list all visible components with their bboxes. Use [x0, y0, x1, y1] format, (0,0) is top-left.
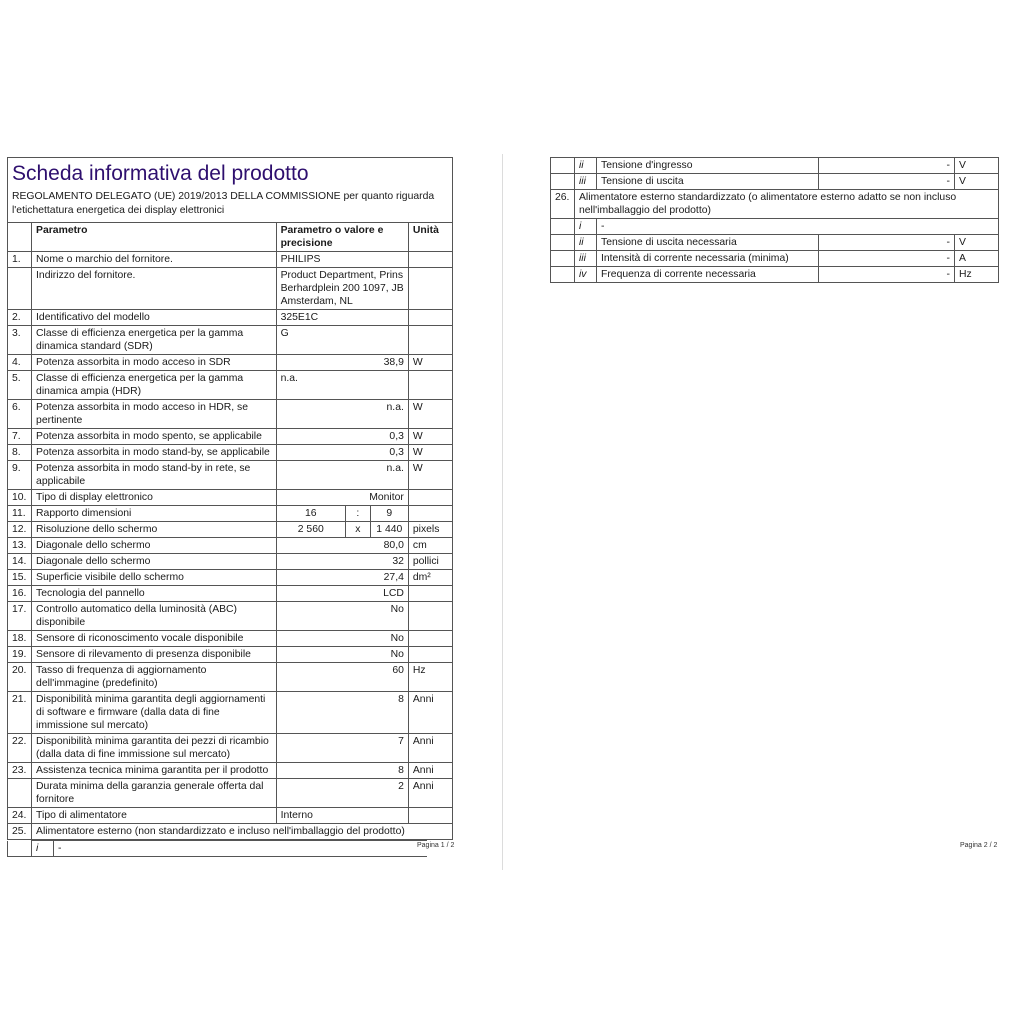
- row-label: Disponibilità minima garantita dei pezzi di ricambio (dalla data di fine immissione sul mercato): [32, 734, 277, 763]
- row-label: Tipo di display elettronico: [32, 490, 277, 506]
- row-value: 80,0: [276, 538, 408, 554]
- row-label: Diagonale dello schermo: [32, 538, 277, 554]
- row-value: LCD: [276, 586, 408, 602]
- row-value: -: [819, 235, 955, 251]
- row-value: 0,3: [276, 445, 408, 461]
- row-number: 5.: [8, 371, 32, 400]
- row-label: Classe di efficienza energetica per la gamma dinamica standard (SDR): [32, 326, 277, 355]
- table-row: [8, 554, 453, 570]
- resolution-separator: x: [345, 522, 370, 537]
- table-row: [8, 268, 453, 310]
- row-number: 3.: [8, 326, 32, 355]
- resolution-height: 1 440: [376, 524, 403, 535]
- row-label: Potenza assorbita in modo stand-by in rete, se applicabile: [32, 461, 277, 490]
- row-label: Controllo automatico della luminosità (ABC) disponibile: [32, 602, 277, 631]
- row-value: n.a.: [276, 461, 408, 490]
- resolution-subtable: [277, 522, 408, 537]
- row-number: 1.: [8, 252, 32, 268]
- table-row: [8, 538, 453, 554]
- row-number: 14.: [8, 554, 32, 570]
- table-row: [8, 490, 453, 506]
- row-label: Identificativo del modello: [32, 310, 277, 326]
- header-num: [8, 223, 32, 252]
- row-number: 2.: [8, 310, 32, 326]
- row-number: [551, 267, 575, 283]
- resolution-width: 2 560: [277, 522, 346, 537]
- table-row: [8, 445, 453, 461]
- row-unit: [408, 252, 452, 268]
- ratio-height: 9: [386, 508, 393, 519]
- table-row: [8, 400, 453, 429]
- row-unit: [408, 602, 452, 631]
- row-value: 38,9: [276, 355, 408, 371]
- table-row: [551, 190, 999, 219]
- ratio-subtable: [277, 506, 408, 521]
- row-value: No: [276, 647, 408, 663]
- row-unit: cm: [408, 538, 452, 554]
- row-number: 9.: [8, 461, 32, 490]
- row-label: Tensione di uscita: [597, 174, 819, 190]
- table-row: [8, 824, 453, 840]
- row-label: -: [597, 219, 999, 235]
- row-unit: Hz: [408, 663, 452, 692]
- row-label: Assistenza tecnica minima garantita per il prodotto: [32, 763, 277, 779]
- row-unit: V: [955, 174, 999, 190]
- row-number: [8, 268, 32, 310]
- ratio-width: 16: [277, 506, 346, 521]
- table-row: [8, 647, 453, 663]
- row-value: 60: [276, 663, 408, 692]
- table-row: [8, 602, 453, 631]
- row-label: Disponibilità minima garantita degli aggiornamenti di software e firmware (dalla data di fine immissione sul mercato): [32, 692, 277, 734]
- row-value: -: [819, 174, 955, 190]
- row-number: 19.: [8, 647, 32, 663]
- row-unit: [408, 631, 452, 647]
- row-number: [551, 174, 575, 190]
- row-number: 11.: [8, 506, 32, 522]
- row-unit: [408, 586, 452, 602]
- row-number: 7.: [8, 429, 32, 445]
- row-unit: Anni: [408, 779, 452, 808]
- table-row: [551, 174, 999, 190]
- row-number: [551, 251, 575, 267]
- row-number: 21.: [8, 692, 32, 734]
- row-unit: pollici: [408, 554, 452, 570]
- row-unit: [408, 326, 452, 355]
- row-unit: Anni: [408, 692, 452, 734]
- row-value: 7: [276, 734, 408, 763]
- row-unit: W: [408, 429, 452, 445]
- row-unit: Hz: [955, 267, 999, 283]
- row-number: 15.: [8, 570, 32, 586]
- table-row: [8, 779, 453, 808]
- table-row: [8, 461, 453, 490]
- row-label: Indirizzo del fornitore.: [32, 268, 277, 310]
- row-label: Tecnologia del pannello: [32, 586, 277, 602]
- row-value: 0,3: [276, 429, 408, 445]
- row-value: -: [819, 267, 955, 283]
- row-value: n.a.: [276, 371, 408, 400]
- row-value: No: [276, 602, 408, 631]
- table-row: [8, 692, 453, 734]
- row-unit: [408, 490, 452, 506]
- ratio-cell: [276, 506, 408, 522]
- row-value: No: [276, 631, 408, 647]
- row-label: Tensione di uscita necessaria: [597, 235, 819, 251]
- row-number: 12.: [8, 522, 32, 538]
- row-value: 8: [276, 692, 408, 734]
- resolution-cell: [276, 522, 408, 538]
- subtable-25: [7, 840, 427, 857]
- row-unit: W: [408, 461, 452, 490]
- row-sub-index: ii: [575, 235, 597, 251]
- row-label: Tipo di alimentatore: [32, 808, 277, 824]
- row-unit: [408, 808, 452, 824]
- row-number: 26.: [551, 190, 575, 219]
- table-row: [551, 251, 999, 267]
- row-unit: [408, 371, 452, 400]
- row-unit: Anni: [408, 763, 452, 779]
- table-row: [551, 235, 999, 251]
- row-sub-index: iv: [575, 267, 597, 283]
- row-value: Monitor: [276, 490, 408, 506]
- row-unit: V: [955, 235, 999, 251]
- row-unit: dm²: [408, 570, 452, 586]
- row-number: [8, 841, 32, 857]
- row-label: Risoluzione dello schermo: [32, 522, 277, 538]
- row-number: 23.: [8, 763, 32, 779]
- row-value: 32: [276, 554, 408, 570]
- document-subtitle: REGOLAMENTO DELEGATO (UE) 2019/2013 DELLA COMMISSIONE per quanto riguarda l'etichettatura energetica dei display elettronici: [12, 191, 435, 216]
- page-number-1: Pagina 1 / 2: [417, 842, 455, 849]
- row-sub-index: i: [575, 219, 597, 235]
- header-param: Parametro: [32, 223, 277, 252]
- table-row: [551, 219, 999, 235]
- row-sub-index: iii: [575, 251, 597, 267]
- row-value: -: [819, 251, 955, 267]
- row-value: G: [276, 326, 408, 355]
- row-label: Superficie visibile dello schermo: [32, 570, 277, 586]
- row-label: Classe di efficienza energetica per la gamma dinamica ampia (HDR): [32, 371, 277, 400]
- row-value: Interno: [276, 808, 408, 824]
- row-number: 10.: [8, 490, 32, 506]
- row-label: Alimentatore esterno (non standardizzato e incluso nell'imballaggio del prodotto): [32, 824, 453, 840]
- row-number: 24.: [8, 808, 32, 824]
- row-label: Alimentatore esterno standardizzato (o alimentatore esterno adatto se non incluso nell'imballaggio del prodotto): [575, 190, 999, 219]
- row-value: -: [819, 158, 955, 174]
- table-row: [8, 808, 453, 824]
- row-label: Potenza assorbita in modo acceso in HDR, se pertinente: [32, 400, 277, 429]
- row-number: 25.: [8, 824, 32, 840]
- row-label: Durata minima della garanzia generale offerta dal fornitore: [32, 779, 277, 808]
- row-number: [551, 158, 575, 174]
- row-unit: [408, 310, 452, 326]
- row-number: 22.: [8, 734, 32, 763]
- row-number: 8.: [8, 445, 32, 461]
- row-number: 4.: [8, 355, 32, 371]
- ratio-separator: :: [345, 506, 370, 521]
- row-label: Diagonale dello schermo: [32, 554, 277, 570]
- row-unit: Anni: [408, 734, 452, 763]
- table-row: [8, 631, 453, 647]
- row-label: -: [54, 841, 428, 857]
- row-label: Potenza assorbita in modo spento, se applicabile: [32, 429, 277, 445]
- row-unit: W: [408, 355, 452, 371]
- header-unit: Unità: [408, 223, 452, 252]
- table-row: [8, 586, 453, 602]
- row-value: 27,4: [276, 570, 408, 586]
- table-row: [8, 734, 453, 763]
- header-value: Parametro o valore e precisione: [276, 223, 408, 252]
- row-number: 13.: [8, 538, 32, 554]
- row-label: Tasso di frequenza di aggiornamento dell'immagine (predefinito): [32, 663, 277, 692]
- row-label: Potenza assorbita in modo stand-by, se applicabile: [32, 445, 277, 461]
- row-value: 2: [276, 779, 408, 808]
- row-unit: pixels: [408, 522, 452, 538]
- document-header: [7, 157, 453, 222]
- row-label: Frequenza di corrente necessaria: [597, 267, 819, 283]
- row-unit: W: [408, 400, 452, 429]
- row-sub-index: iii: [575, 174, 597, 190]
- table-row: [8, 355, 453, 371]
- page-1: [7, 157, 453, 857]
- table-row: [8, 506, 453, 522]
- row-unit: [408, 647, 452, 663]
- row-unit: [408, 268, 452, 310]
- product-info-table: [7, 222, 453, 840]
- row-label: Intensità di corrente necessaria (minima): [597, 251, 819, 267]
- table-row: [8, 841, 428, 857]
- row-label: Potenza assorbita in modo acceso in SDR: [32, 355, 277, 371]
- row-number: 18.: [8, 631, 32, 647]
- table-row: [8, 570, 453, 586]
- row-unit: V: [955, 158, 999, 174]
- row-value: PHILIPS: [276, 252, 408, 268]
- table-row: [8, 371, 453, 400]
- row-label: Nome o marchio del fornitore.: [32, 252, 277, 268]
- page-2: [550, 157, 998, 283]
- product-info-table-continued: [550, 157, 999, 283]
- table-row: [8, 663, 453, 692]
- table-row: [8, 310, 453, 326]
- row-sub-index: i: [32, 841, 54, 857]
- table-header-row: [8, 223, 453, 252]
- row-number: 17.: [8, 602, 32, 631]
- table-row: [8, 522, 453, 538]
- row-unit: A: [955, 251, 999, 267]
- row-unit: W: [408, 445, 452, 461]
- row-label: Sensore di rilevamento di presenza disponibile: [32, 647, 277, 663]
- row-unit: [408, 506, 452, 522]
- row-sub-index: ii: [575, 158, 597, 174]
- row-label: Rapporto dimensioni: [32, 506, 277, 522]
- table-row: [8, 763, 453, 779]
- table-row: [8, 252, 453, 268]
- row-label: Tensione d'ingresso: [597, 158, 819, 174]
- document-title: Scheda informativa del prodotto: [12, 162, 309, 185]
- row-number: [551, 219, 575, 235]
- table-row: [551, 158, 999, 174]
- page-number-2: Pagina 2 / 2: [960, 842, 998, 849]
- table-row: [8, 326, 453, 355]
- page-divider: [502, 154, 503, 870]
- row-value: 8: [276, 763, 408, 779]
- row-number: [551, 235, 575, 251]
- row-number: 6.: [8, 400, 32, 429]
- table-row: [8, 429, 453, 445]
- row-number: [8, 779, 32, 808]
- row-label: Sensore di riconoscimento vocale disponibile: [32, 631, 277, 647]
- row-number: 20.: [8, 663, 32, 692]
- row-value: n.a.: [276, 400, 408, 429]
- row-number: 16.: [8, 586, 32, 602]
- table-row: [551, 267, 999, 283]
- row-value: 325E1C: [276, 310, 408, 326]
- row-value: Product Department, Prins Berhardplein 200 1097, JB Amsterdam, NL: [276, 268, 408, 310]
